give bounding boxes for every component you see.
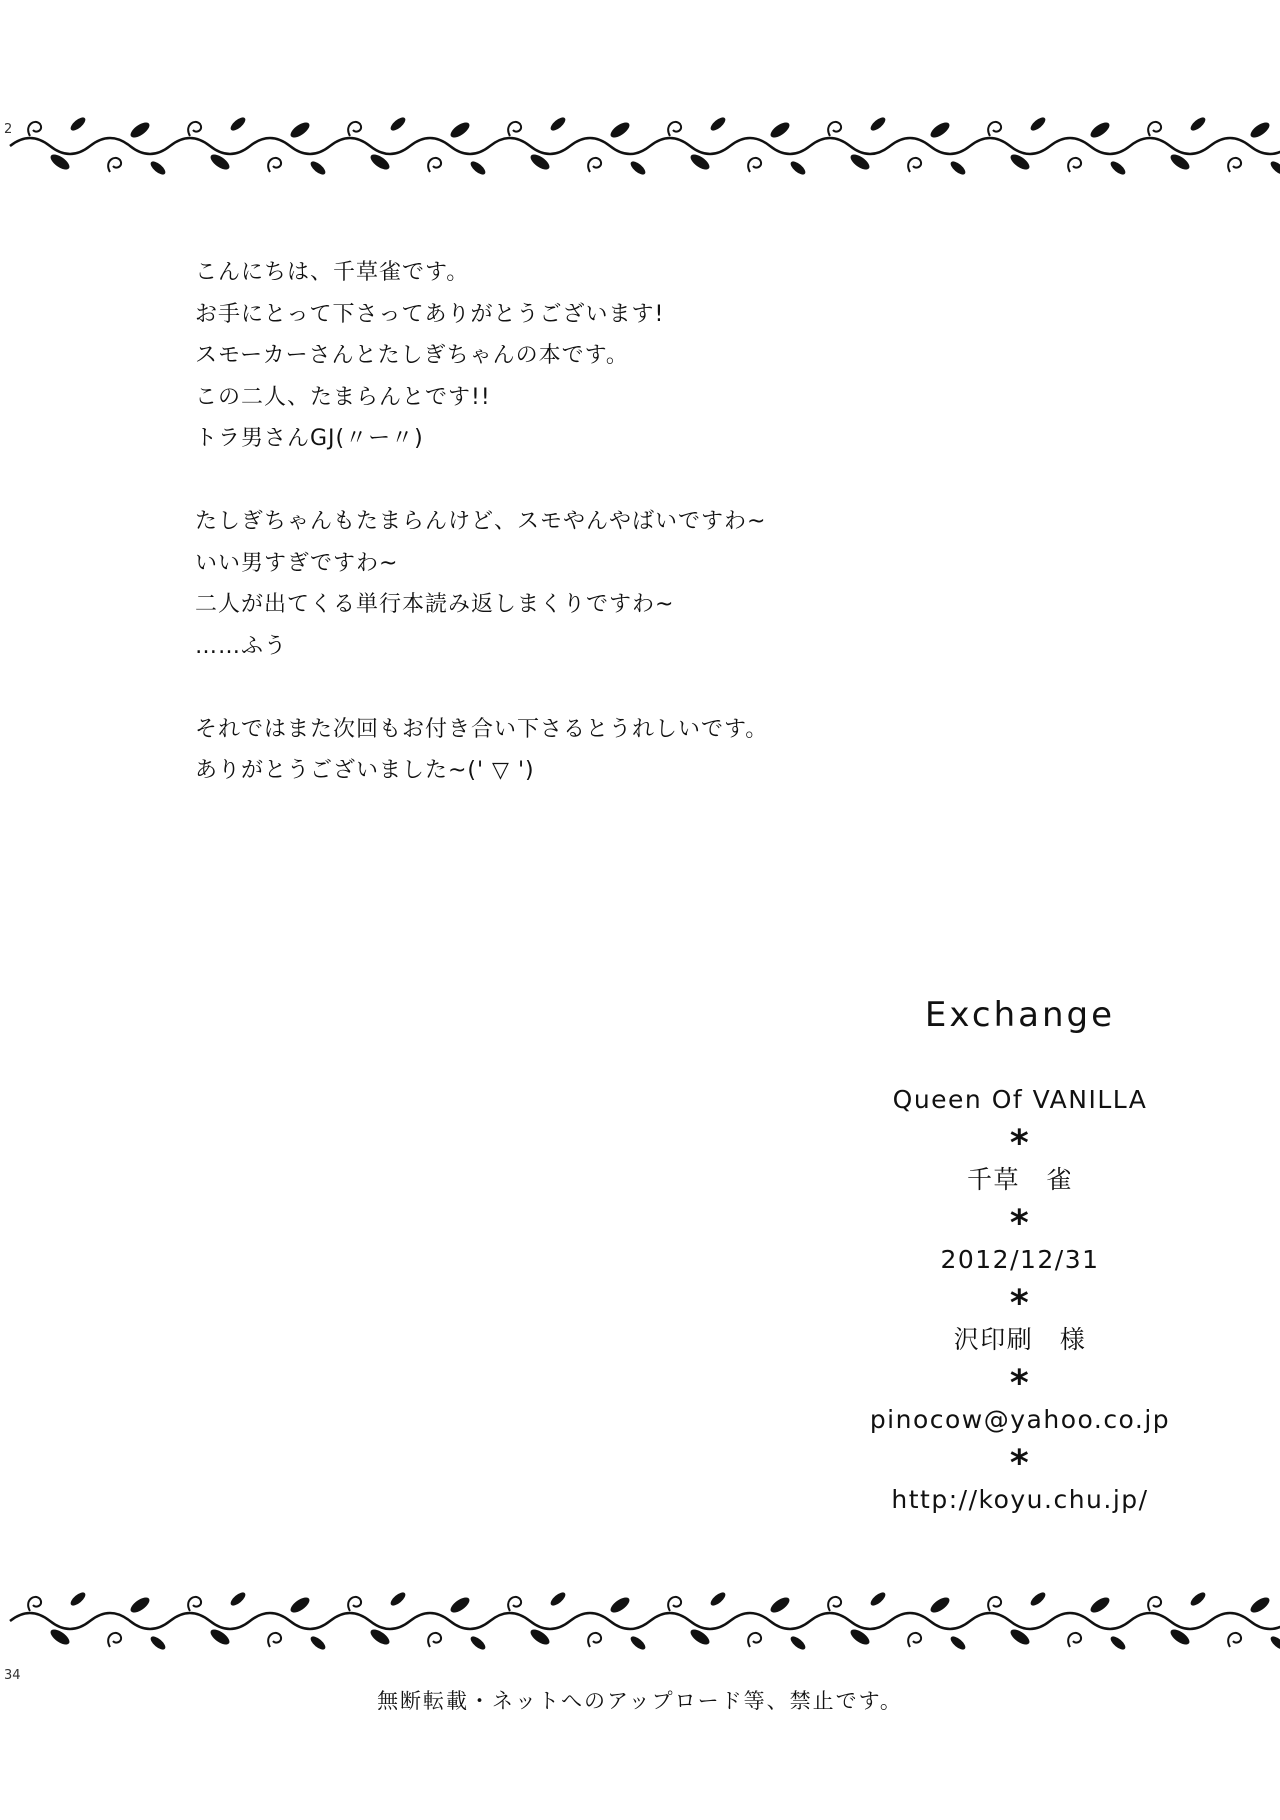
vine-curl [908,1633,921,1647]
vine-stem [10,138,1280,154]
vine-leaf [1189,1590,1208,1608]
book-title: Exchange [924,995,1116,1035]
message-line: トラ男さんGJ(〃ー〃) [195,426,424,451]
vine-curl [828,122,841,136]
message-line: この二人、たまらんとです!! [195,384,491,410]
printer-name: 沢印刷 様 [953,1325,1087,1354]
vine-curl [428,1633,441,1647]
vine-curl [588,1633,601,1647]
vine-leaf [608,120,632,141]
vine-leaf [309,159,328,177]
message-line: 二人が出てくる単行本読み返しまくりですわ~ [195,592,675,617]
page-corner-mark-top: 2 [4,122,13,137]
vine-leaf [128,120,152,141]
vine-curl [1228,1633,1241,1647]
vine-curl [1148,122,1161,136]
vine-leaf [1029,1590,1048,1608]
separator-star: * [1009,1363,1031,1404]
separator-star: * [1009,1283,1031,1324]
vine-leaf [709,115,728,133]
vine-leaf [789,159,808,177]
vine-leaf [149,1634,168,1652]
message-line: それではまた次回もお付き合い下さるとうれしいです。 [195,716,769,742]
vine-leaf [869,1590,888,1608]
vine-curl [828,1597,841,1611]
vine-leaf [768,120,792,141]
colophon [850,990,1190,1520]
vine-leaf [448,120,472,141]
vine-leaf [1248,1595,1272,1616]
message-line: スモーカーさんとたしぎちゃんの本です。 [195,343,629,368]
vine-curl [588,158,601,172]
vine-leaf [389,1590,408,1608]
vine-curl [28,122,41,136]
vine-leaf [789,1634,808,1652]
separator-star: * [1009,1203,1031,1244]
separator-star: * [1009,1443,1031,1484]
vine-leaf [309,1634,328,1652]
separator-star: * [1009,1123,1031,1164]
message-line: いい男すぎですわ~ [195,550,399,576]
vine-curl [428,158,441,172]
vine-curl [268,1633,281,1647]
vine-leaf [1109,159,1128,177]
paragraph-gap [195,667,915,709]
vine-curl [268,158,281,172]
vine-curl [508,1597,521,1611]
bottom-vine-ornament [0,1575,1280,1667]
vine-leaf [549,115,568,133]
vine-leaf [709,1590,728,1608]
vine-leaf [928,1595,952,1616]
vine-leaf [1088,120,1112,141]
vine-leaf [1109,1634,1128,1652]
vine-curl [1068,158,1081,172]
vine-leaf [1248,120,1272,141]
vine-curl [188,1597,201,1611]
message-line: お手にとって下さってありがとうございます! [195,301,665,327]
message-line: こんにちは、千草雀です。 [195,260,470,285]
vine-leaf [448,1595,472,1616]
vine-stem [10,1613,1280,1629]
vine-curl [988,1597,1001,1611]
message-line: たしぎちゃんもたまらんけど、スモやんやばいですわ~ [195,509,767,534]
vine-leaf [69,1590,88,1608]
vine-leaf [1029,115,1048,133]
vine-leaf [469,1634,488,1652]
vine-leaf [229,115,248,133]
vine-curl [28,1597,41,1611]
vine-leaf [1189,115,1208,133]
author-name: 千草 雀 [966,1165,1073,1194]
vine-curl [348,1597,361,1611]
vine-curl [748,1633,761,1647]
vine-leaf [869,115,888,133]
top-vine-ornament [0,100,1280,192]
vine-leaf [608,1595,632,1616]
message-line: ありがとうございました~(' ▽ ') [195,758,535,783]
vine-leaf [949,1634,968,1652]
vine-curl [508,122,521,136]
message-line: ……ふう [195,633,288,659]
vine-curl [1068,1633,1081,1647]
vine-curl [108,1633,121,1647]
vine-leaf [149,159,168,177]
paragraph-gap [195,460,915,502]
publish-date: 2012/12/31 [940,1245,1100,1274]
vine-leaf [128,1595,152,1616]
vine-curl [988,122,1001,136]
vine-leaf [949,159,968,177]
vine-leaf [469,159,488,177]
vine-curl [348,122,361,136]
contact-email: pinocow@yahoo.co.jp [869,1405,1171,1434]
vine-curl [748,158,761,172]
afterword-message [195,252,915,792]
vine-leaf [288,120,312,141]
vine-leaf [629,1634,648,1652]
vine-curl [1228,158,1241,172]
vine-leaf [1088,1595,1112,1616]
vine-curl [668,1597,681,1611]
vine-curl [908,158,921,172]
vine-leaf [69,115,88,133]
vine-leaf [768,1595,792,1616]
vine-curl [668,122,681,136]
circle-name: Queen Of VANILLA [892,1085,1148,1114]
vine-curl [1148,1597,1161,1611]
page-number: 34 [4,1668,21,1683]
copyright-notice: 無断転載・ネットへのアップロード等、禁止です。 [377,1689,903,1713]
vine-leaf [629,159,648,177]
vine-leaf [1269,159,1280,177]
vine-curl [108,158,121,172]
vine-leaf [928,120,952,141]
vine-leaf [389,115,408,133]
website-url: http://koyu.chu.jp/ [891,1485,1149,1514]
vine-leaf [288,1595,312,1616]
vine-leaf [229,1590,248,1608]
vine-leaf [1269,1634,1280,1652]
vine-leaf [549,1590,568,1608]
vine-curl [188,122,201,136]
